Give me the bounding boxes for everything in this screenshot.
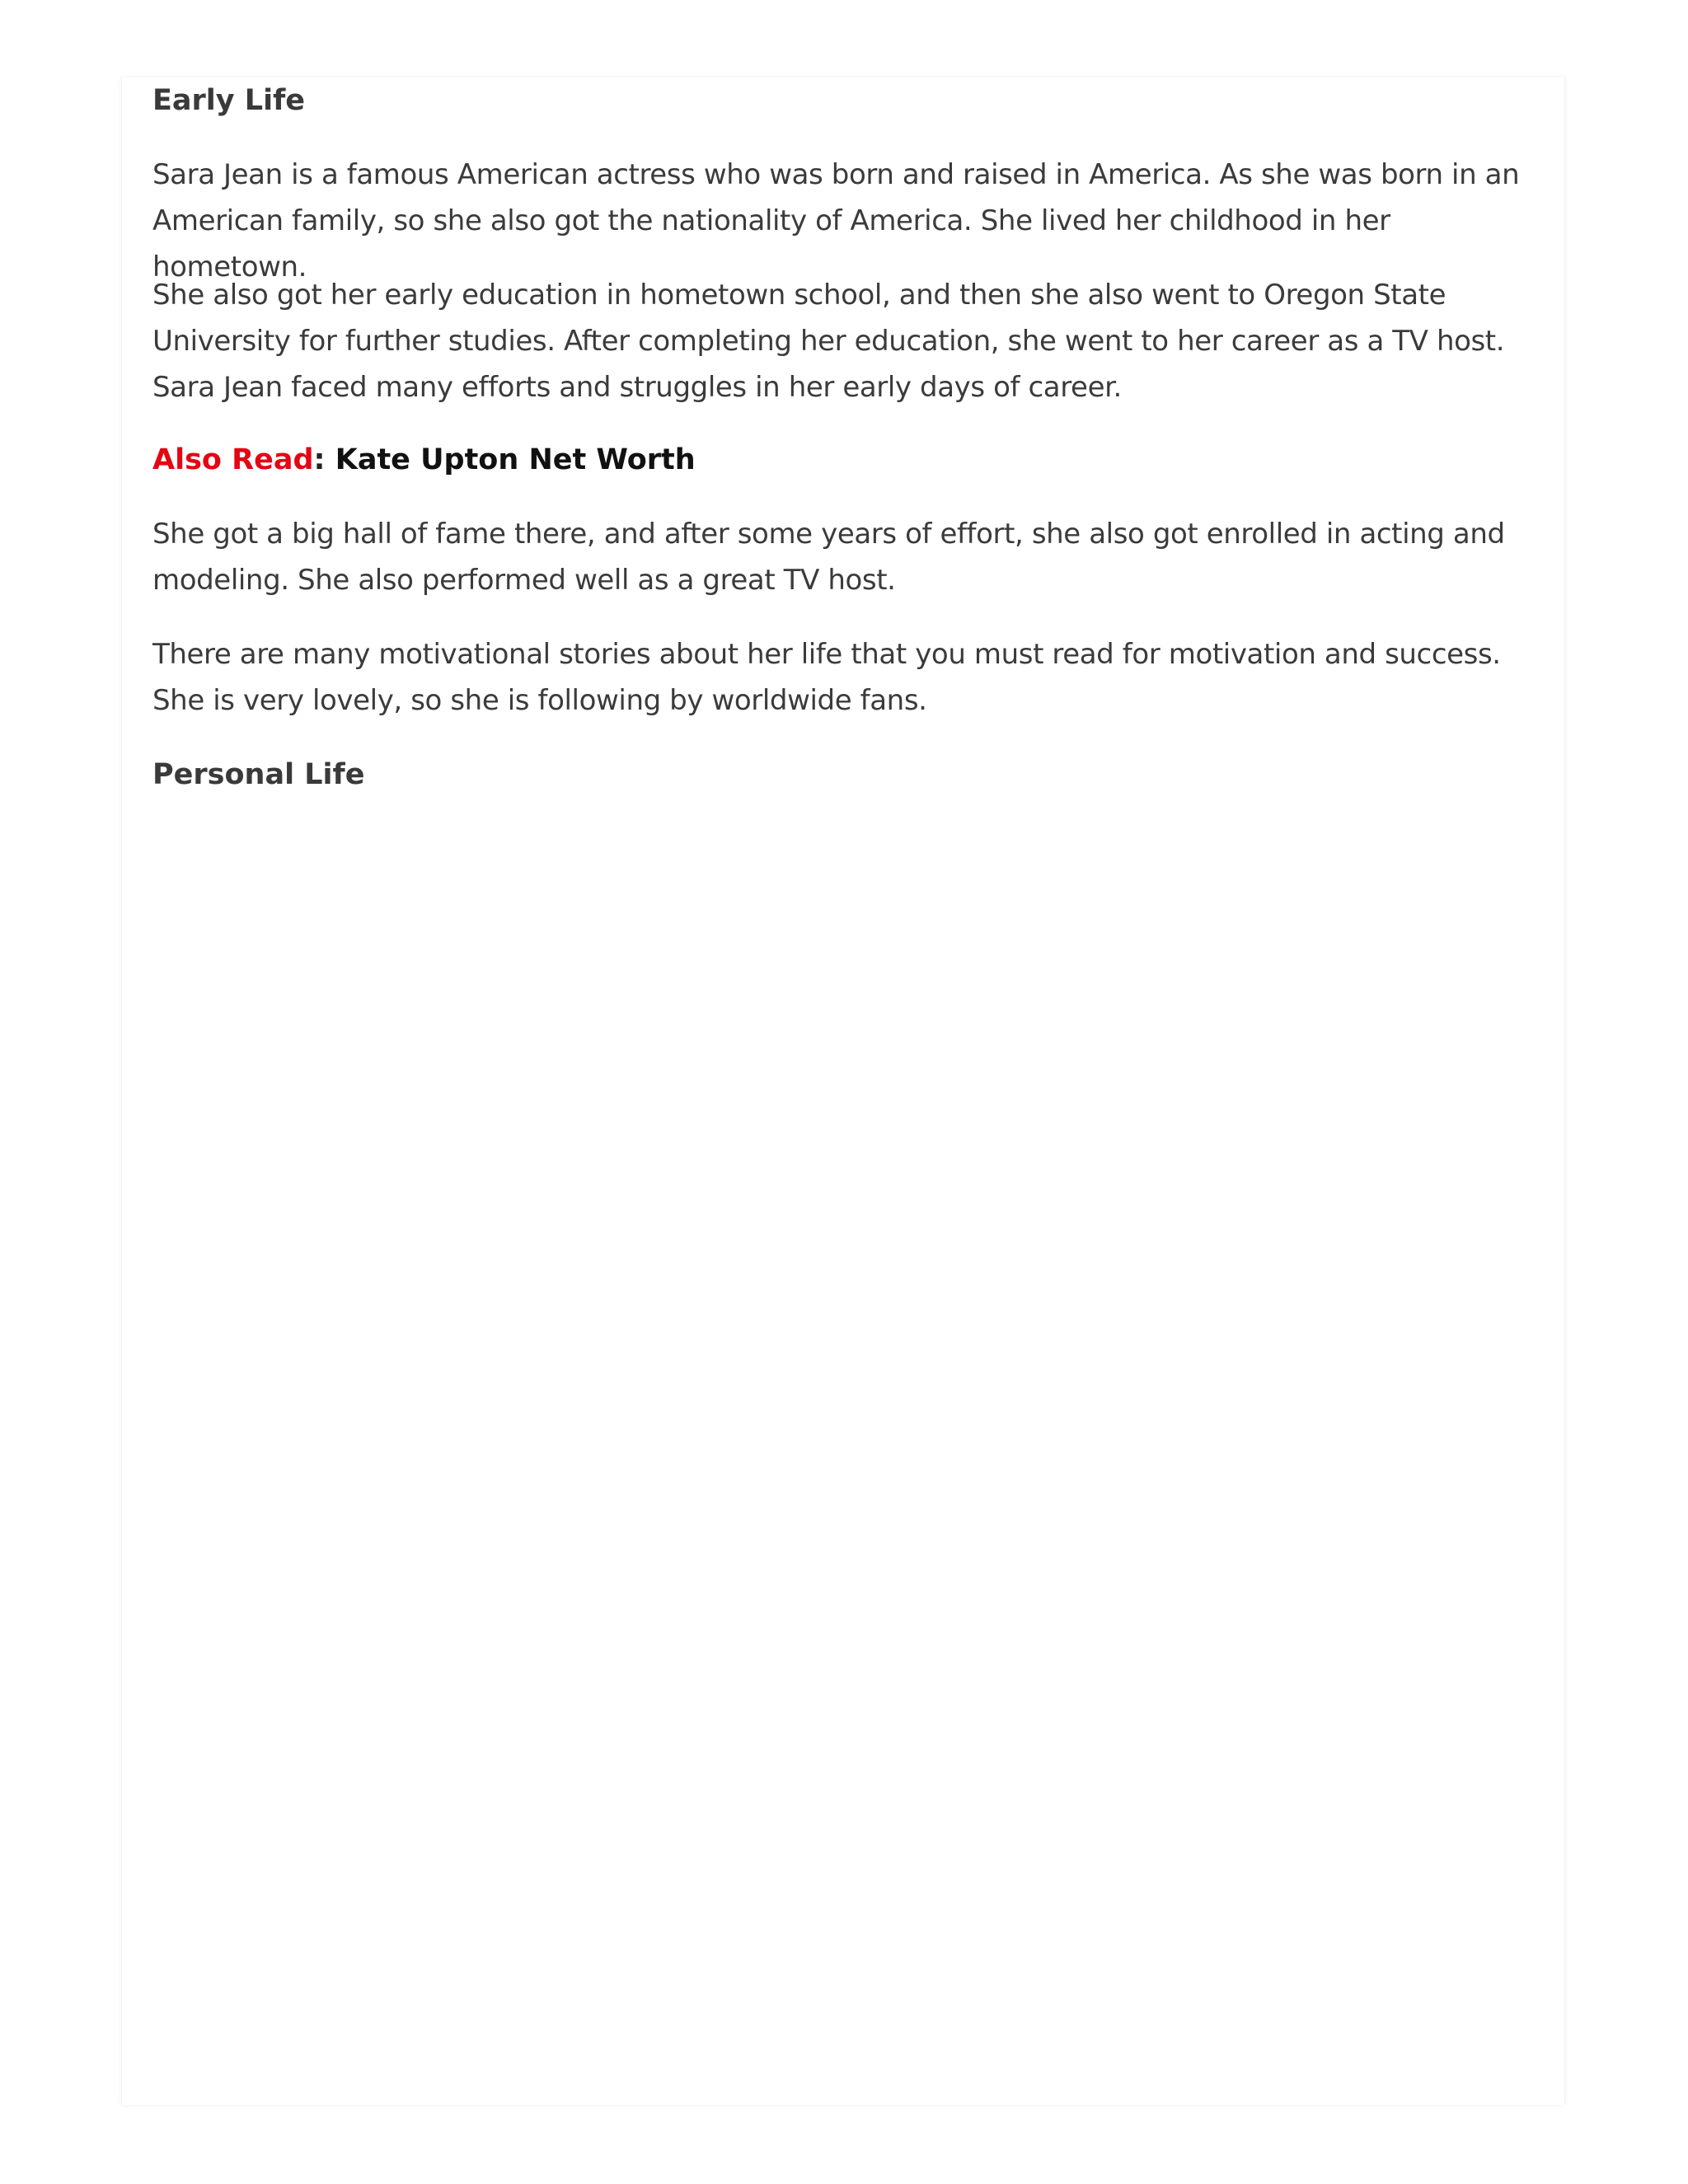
also-read-link[interactable]: Kate Upton Net Worth — [335, 443, 696, 476]
also-read-separator: : — [313, 443, 326, 476]
personal-life-heading: Personal Life — [152, 758, 365, 791]
paragraph-intro: Sara Jean is a famous American actress who was born and raised in America. As she was born in an American family, so she also got the nationality of America. She lived her childhood in her hometown. — [152, 158, 1520, 284]
also-read-label: Also Read — [152, 443, 314, 476]
paragraph-education: She also got her early education in hometown school, and then she also went to Oregon State University for further studies. After completing her education, she went to her career as a TV host. Sara Jean faced many efforts and struggles in her early days of career. — [152, 279, 1505, 404]
paragraph-motivation: There are many motivational stories about her life that you must read for motivation and success. She is very lovely, so she is following by worldwide fans. — [152, 638, 1501, 717]
also-read-line — [152, 437, 696, 483]
article-card — [121, 77, 1565, 2105]
early-life-heading: Early Life — [152, 84, 306, 117]
paragraph-career: She got a big hall of fame there, and after some years of effort, she also got enrolled in acting and modeling. She also performed well as a great TV host. — [152, 518, 1505, 597]
